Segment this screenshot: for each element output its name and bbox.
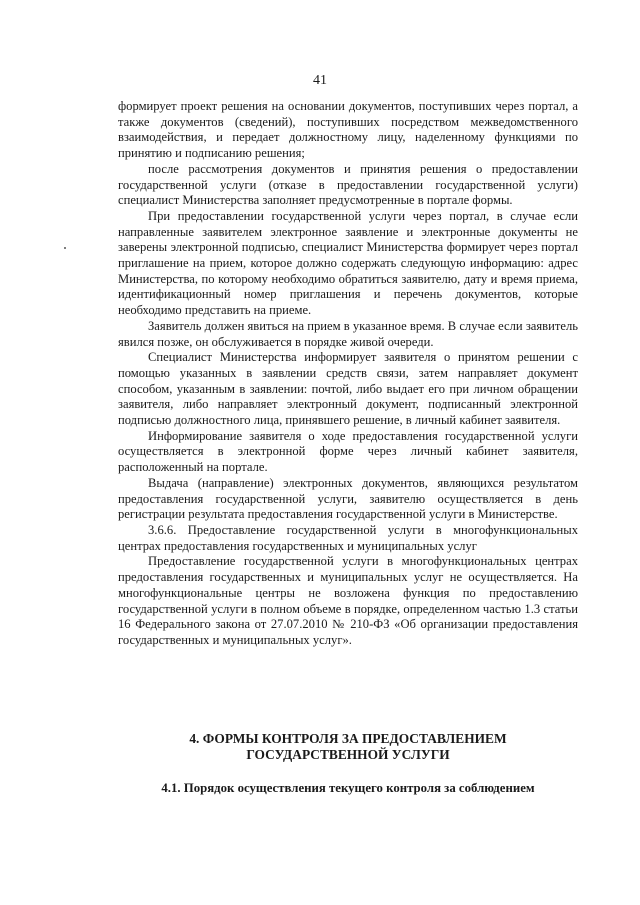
- subsection-heading: 4.1. Порядок осуществления текущего контроля за соблюдением: [161, 781, 535, 795]
- paragraph-informing-decision: Специалист Министерства информирует заявителя о принятом решении с помощью указанных в заявлении средств связи, затем направляет документ способом, указанным в заявлении: почтой, либо выдает его при личном обращении заявителя, либо направляет электронный документ, подписанный электронной подписью должностного лица, принявшего решение, в личный кабинет заявителя.: [118, 350, 578, 428]
- paragraph-form-draft-decision: формирует проект решения на основании документов, поступивших через портал, а также документов (сведений), поступивших посредством межведомственного взаимодействия, и передает должностному лицу, наделенному функциями по принятию и подписанию решения;: [118, 99, 578, 161]
- paragraph-progress-info: Информирование заявителя о ходе предоставления государственной услуги осуществляется в электронной форме через личный кабинет заявителя, расположенный на портале.: [118, 428, 578, 475]
- paragraph-after-review: после рассмотрения документов и принятия решения о предоставлении государственной услуги (отказе в предоставлении государственной услуги) специалист Министерства заполняет предусмотренные в портале формы.: [118, 161, 578, 208]
- paragraph-electronic-issuance: Выдача (направление) электронных документов, являющихся результатом предоставления государственной услуги, заявителю осуществляется в день регистрации результата предоставления государственной услуги в Министерстве.: [118, 475, 578, 522]
- paragraph-clause-3-6-6: 3.6.6. Предоставление государственной услуги в многофункциональных центрах предоставления государственных и муниципальных услуг: [118, 522, 578, 553]
- body-text: [118, 99, 578, 649]
- paragraph-mfc-not-provided: Предоставление государственной услуги в многофункциональных центрах предоставления государственных и муниципальных услуг не осуществляется. На многофункциональные центры не возложена функция по предоставлению государственной услуги в полном объеме в порядке, определенном частью 1.3 статьи 16 Федерального закона от 27.07.2010 № 210-ФЗ «Об организации предоставления государственных и муниципальных услуг».: [118, 554, 578, 647]
- page-number: 41: [313, 73, 327, 88]
- paragraph-appointment-time: Заявитель должен явиться на прием в указанное время. В случае если заявитель явился позже, он обслуживается в порядке живой очереди.: [118, 318, 578, 349]
- section-heading: 4. ФОРМЫ КОНТРОЛЯ ЗА ПРЕДОСТАВЛЕНИЕМ ГОСУДАРСТВЕННОЙ УСЛУГИ: [189, 731, 507, 762]
- paragraph-portal-invitation: При предоставлении государственной услуги через портал, в случае если направленные заявителем электронное заявление и электронные документы не заверены электронной подписью, специалист Министерства формирует через портал приглашение на прием, которое должно содержать следующую информацию: адрес Министерства, по которому необходимо обратиться заявителю, дату и время приема, идентификационный номер приглашения и перечень документов, которые необходимо представить на приеме.: [118, 208, 578, 318]
- scan-speck: [64, 247, 66, 249]
